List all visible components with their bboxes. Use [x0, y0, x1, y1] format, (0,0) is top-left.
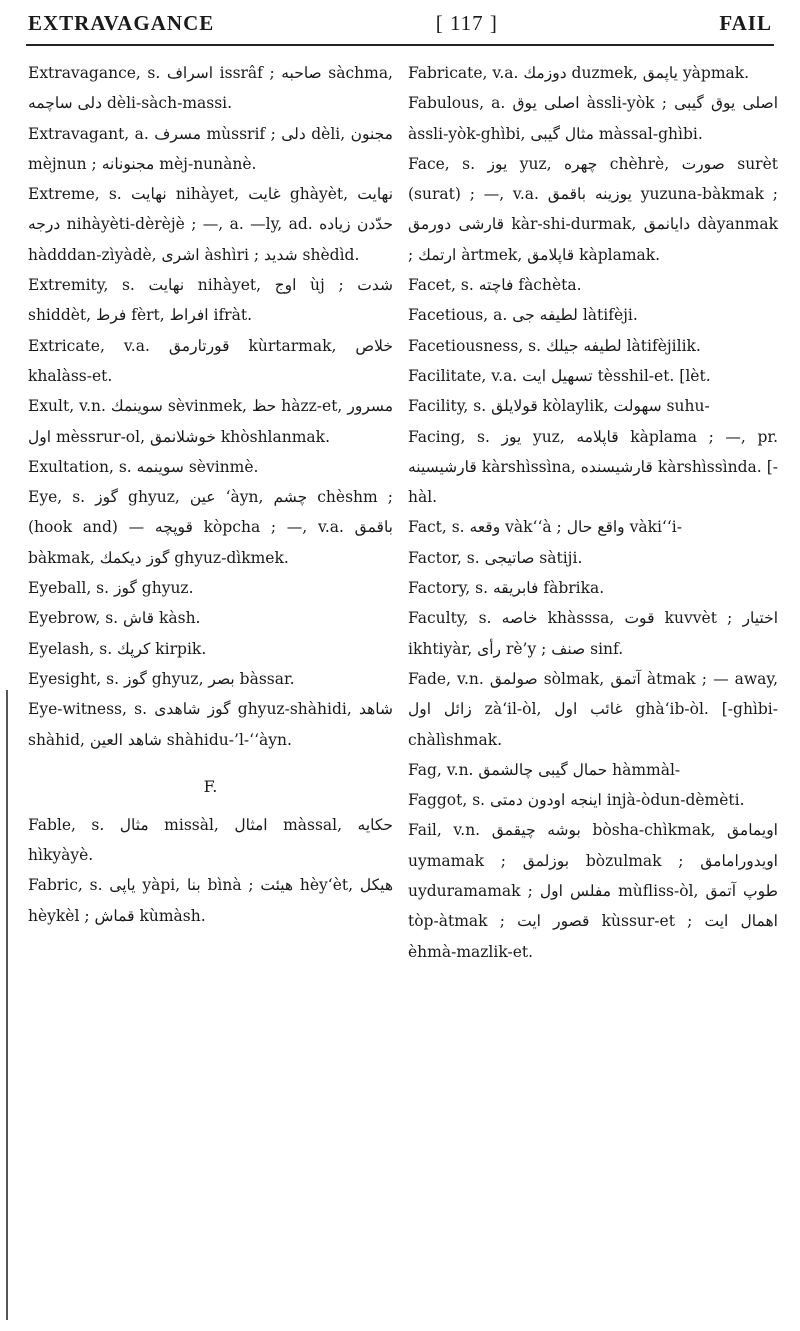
dictionary-entry: Fabulous, a. اصلی یوق àssli-yòk ; اصلی یوق گیبی àssli-yòk-ghìbi, مثال گیبی màssal-ghìbi.	[408, 94, 778, 143]
dictionary-entry: Factor, s. صاتیجی sàtiji.	[408, 548, 583, 567]
dictionary-entry: Faggot, s. اینجه اودون دمتی injà-òdun-dèmèti.	[408, 791, 745, 810]
page-number: [ 117 ]	[435, 10, 498, 35]
dictionary-entry: Fact, s. وقعه vàk‘‘à ; واقع حال vàki‘‘i-	[408, 518, 682, 537]
dictionary-entry: Fabric, s. یاپی yàpi, بنا bìnà ; هیئت hèy‘èt, هیکل hèykèl ; قماش kùmàsh.	[28, 876, 393, 925]
dictionary-entry: Extremity, s. نهایت nihàyet, اوج ùj ; شدت shiddèt, فرط fèrt, افراط ifràt.	[28, 276, 393, 325]
dictionary-entry: Extravagance, s. اسراف issrâf ; صاحبه sàchma, دلی ساچمه dèli-sàch-massi.	[28, 64, 393, 113]
dictionary-entry: Eyelash, s. کرپك kirpik.	[28, 639, 207, 658]
dictionary-entry: Extricate, v.a. قورتارمق kùrtarmak, خلاص khalàss-et.	[28, 336, 393, 385]
dictionary-entry: Factory, s. فابریقه fàbrika.	[408, 579, 605, 598]
header-left-word: EXTRAVAGANCE	[28, 10, 215, 35]
dictionary-entry: Extreme, s. نهایت nihàyet, غایت ghàyèt, نهایت درجه nihàyèti-dèrèjè ; —, a. —ly, ad. حدّدن زیاده hàdddan-zìyàdè, اشری àshìri ; شدید shèdìd.	[28, 185, 394, 264]
dictionary-entry: Facing, s. یوز yuz, قاپلامه kàplama ; —, pr. قارشیسینه kàrshìssìna, قارشیسنده kàrshìssìnda. [-hàl.	[408, 427, 779, 507]
dictionary-entry: Facetious, a. لطیفه جی làtifèji.	[408, 306, 638, 325]
right-column	[408, 58, 778, 967]
dictionary-entry: Eyesight, s. گوز ghyuz, بصر bàssar.	[28, 669, 295, 688]
section-letter: F.	[203, 776, 218, 796]
dictionary-entry: Facility, s. قولایلق kòlaylik, سهولت suhu-	[408, 397, 710, 416]
dictionary-entry: Fabricate, v.a. دوزمك duzmek, یاپمق yàpmak.	[408, 64, 750, 82]
dictionary-entry: Eyeball, s. گوز ghyuz.	[28, 579, 194, 598]
dictionary-entry: Facilitate, v.a. تسهیل ایت tèsshil-et. [lèt.	[408, 366, 711, 385]
binding-edge-line	[6, 690, 8, 1320]
dictionary-entry: Facet, s. فاچته fàchèta.	[408, 276, 582, 295]
dictionary-entry: Exult, v.n. سوینمك sèvinmek, حظ hàzz-et, مسرور اول mèssrur-ol, خوشلانمق khòshlanmak.	[28, 397, 394, 446]
dictionary-entry: Exultation, s. سوینمه sèvinmè.	[28, 457, 259, 476]
header-rule	[26, 44, 774, 46]
dictionary-entry: Facetiousness, s. لطیفه جیلك làtifèjilik.	[408, 336, 701, 355]
dictionary-entry: Fade, v.n. صولمق sòlmak, آتمق àtmak ; — away, زائل اول zà‘il-òl, غائب اول ghà‘ib-òl. [-ghìbi-chàlìshmak.	[408, 669, 779, 749]
dictionary-entry: Face, s. یوز yuz, چهره chèhrè, صورت surèt (surat) ; —, v.a. یوزینه باقمق yuzuna-bàkmak ; قارشی دورمق kàr-shi-durmak, دایانمق dàyanmak ; ارتمك àrtmek, قاپلامق kàplamak.	[408, 154, 779, 264]
running-header	[28, 6, 772, 40]
dictionary-entry: Eye, s. گوز ghyuz, عین ‘àyn, چشم chèshm ; (hook and) — قوپچه kòpcha ; —, v.a. باقمق bàkmak, گوز دیکمك ghyuz-dìkmek.	[28, 488, 393, 567]
dictionary-entry: Fag, v.n. حمال گیبی چالشمق hàmmàl-	[408, 760, 681, 779]
dictionary-entry: Eyebrow, s. قاش kàsh.	[28, 609, 201, 628]
header-right-word: FAIL	[719, 10, 772, 35]
dictionary-entry: Eye-witness, s. گوز شاهدی ghyuz-shàhidi, شاهد shàhid, شاهد العین shàhidu-’l-‘‘àyn.	[28, 700, 394, 749]
dictionary-entry: Faculty, s. خاصه khàsssa, قوت kuvvèt ; اختیار ikhtiyàr, رأی rè’y ; صنف sinf.	[408, 609, 778, 658]
dictionary-entry: Fable, s. مثال missàl, امثال màssal, حکایه hìkyàyè.	[28, 815, 394, 865]
dictionary-entry: Extravagant, a. مسرف mùssrif ; دلی dèli, مجنون mèjnun ; مجنونانه mèj-nunànè.	[28, 124, 393, 173]
left-column	[28, 58, 393, 931]
dictionary-entry: Fail, v.n. بوشه چیقمق bòsha-chìkmak, اویمامق uymamak ; بوزلمق bòzulmak ; اویدورامامق uyduramamak ; مفلس اول mùfliss-òl, طوپ آتمق tòp-àtmak ; قصور ایت kùssur-et ; اهمال ایت èhmà-mazlik-et.	[408, 821, 778, 961]
